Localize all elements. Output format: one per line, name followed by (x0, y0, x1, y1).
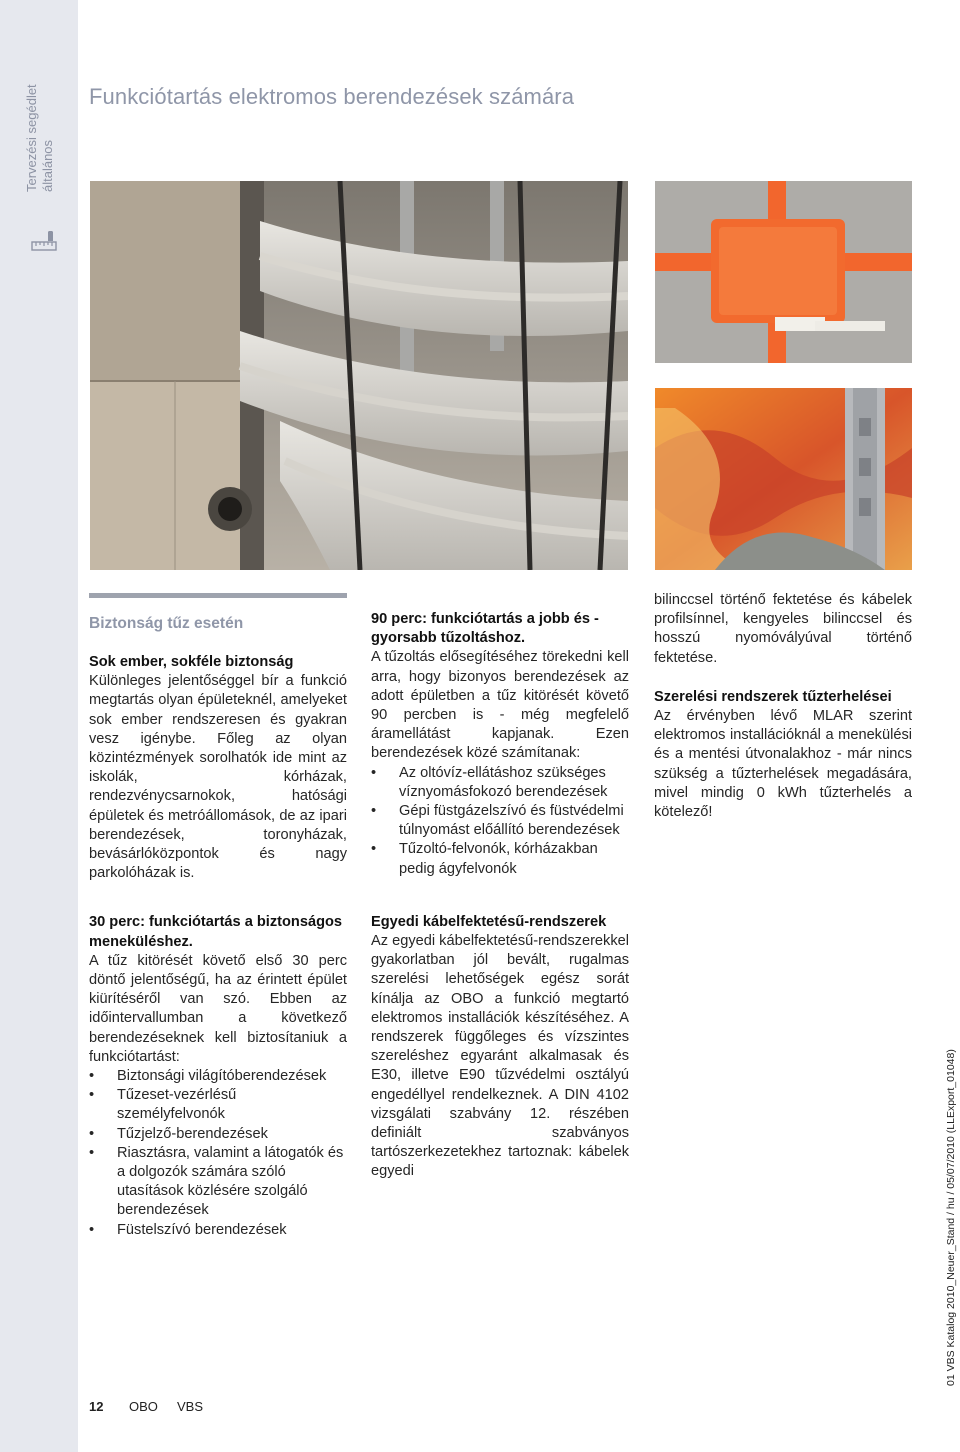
footer-brand: OBO (129, 1399, 158, 1414)
paragraph-continued: bilinccsel történő fektetése és kábelek profilsínnel, kengyeles bilinccsel és hosszú nyomóvályúval történő fektetése. (654, 592, 912, 666)
category-line-2: általános (40, 139, 55, 192)
list-item: • Tűzjelző-berendezések (89, 1125, 347, 1144)
heading-tuzterheles: Szerelési rendszerek tűzterhelései (654, 688, 892, 705)
list-item: • Gépi füstgázelszívó és füstvédelmi túlnyomást előállító berendezések (371, 802, 629, 840)
sidebar (0, 0, 78, 1452)
heading-sok-ember: Sok ember, sokféle biztonság (89, 654, 294, 670)
column-2 (371, 610, 629, 1182)
section-divider (89, 593, 347, 598)
section-title: Biztonság tűz esetén (89, 615, 244, 632)
catalog-export-label: 01 VBS Katalog 2010_Neuer_Stand / hu / 05/07/2010 (LLExport_01048) (945, 1049, 957, 1386)
paragraph-egyedi-kabel: Az egyedi kábelfektetésű-rendszerekkel gyakorlatban jól bevált, rugalmas szerelési lehetőségek egész sorát kínálja az OBO a funkció megtartó elektromos installációk készítéséhez. A rendszerek függőleges és vízszintes szereléshez egyaránt alkalmasak és E30, illetve E90 tűzvédelmi osztályú engedéllyel rendelkeznek. A DIN 4102 vizsgálati szabvány 12. részében definiált szabványos tartószerkezetekhez tartoznak: kábelek egyedi (371, 933, 629, 1180)
list-90-perc (371, 764, 629, 879)
footer-section: VBS (177, 1399, 204, 1414)
list-item: • Tűzeset-vezérlésű személyfelvonók (89, 1086, 347, 1124)
heading-30-perc: 30 perc: funkciótartás a biztonságos meneküléshez. (89, 914, 343, 950)
ruler-pencil-icon (31, 231, 57, 251)
list-item: • Biztonsági világítóberendezések (89, 1067, 347, 1086)
paragraph-30-perc: A tűz kitörését követő első 30 perc döntő jelentőségű, ha az érintett épület kiürítéséről van szó. Ebben az időintervallumban a következő berendezéseknek kell biztosítaniuk a funkciótartást: (89, 952, 347, 1065)
paragraph-90-perc: A tűzoltás elősegítéséhez törekedni kell arra, hogy bizonyos berendezések az adott épületben a tűz kitörését követő 90 percben is - még megfelelő áramellátást kapjanak. Ezen berendezések közé számítanak: (371, 649, 629, 762)
heading-90-perc: 90 perc: funkciótartás a jobb és -gyorsabb tűzoltáshoz. (371, 611, 599, 647)
list-item: • Riasztásra, valamint a látogatók és a dolgozók számára szóló utasítások közlésére szolgáló berendezések (89, 1144, 347, 1221)
page-title: Funkciótartás elektromos berendezések számára (89, 84, 575, 109)
list-item: • Füstelszívó berendezések (89, 1221, 347, 1240)
paragraph-sok-ember: Különleges jelentőséggel bír a funkció megtartás olyan épületeknél, amelyeket sok ember rendszeresen és gyakran vesz igénybe. Főleg az olyan közintézmények sorolhatók ide mint az iskolák, kórházak, rendezvénycsarnokok, hatósági épületek és metróállomások, de az ipari berendezések, toronyházak, bevásárlóközpontok és nagy parkolóházak is. (89, 673, 347, 882)
page-number: 12 (89, 1399, 104, 1414)
list-item: • Tűzoltó-felvonók, kórházakban pedig ágyfelvonók (371, 840, 629, 878)
category-label (24, 0, 58, 192)
column-3 (654, 591, 912, 822)
orange-junction-box-photo (655, 181, 912, 363)
heading-egyedi-kabel: Egyedi kábelfektetésű-rendszerek (371, 913, 607, 930)
category-line-1: Tervezési segédlet (24, 84, 39, 192)
cable-trays-fire-test-photo (90, 181, 628, 570)
burned-profile-rail-photo (655, 388, 912, 570)
column-1 (89, 614, 347, 1240)
paragraph-tuzterheles: Az érvényben lévő MLAR szerint elektromos installációknál a menekülési és a mentési útvonalakhoz - már nincs szükség a tűzterhelések megadására, mivel mindig 0 kWh tűzterhelés a kötelező! (654, 708, 912, 821)
list-30-perc (89, 1067, 347, 1240)
list-item: • Az oltóvíz-ellátáshoz szükséges víznyomásfokozó berendezések (371, 764, 629, 802)
